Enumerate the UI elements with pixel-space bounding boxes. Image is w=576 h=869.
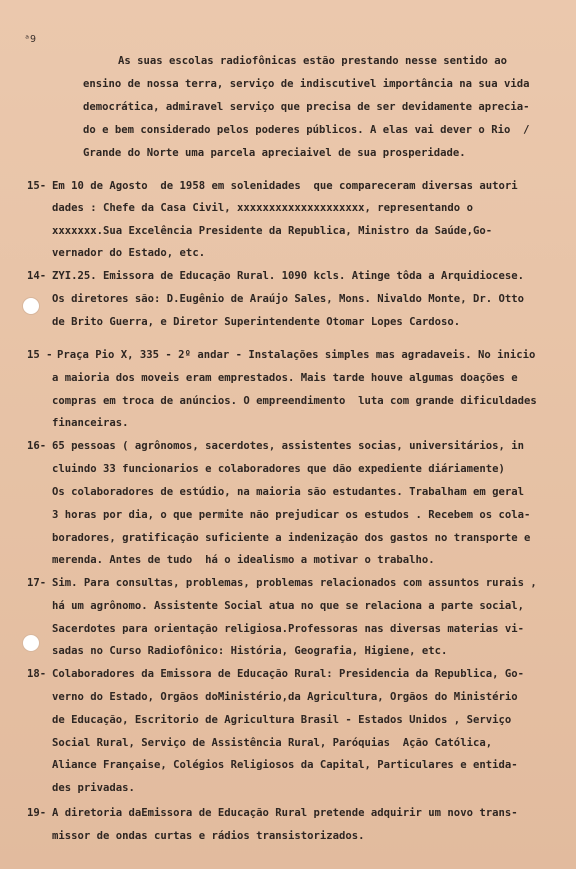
- item-line: Aliance Française, Colégios Religiosos da Capital, Particulares e entida-: [52, 759, 518, 771]
- item-number: 15-: [27, 180, 47, 192]
- item-line: boradores, gratificação suficiente a indenização dos gastos no transporte e: [52, 532, 531, 544]
- intro-line: do e bem considerado pelos poderes públicos. A elas vai dever o Rio /: [83, 124, 530, 136]
- punch-hole-upper: [22, 297, 40, 315]
- item-line: Em 10 de Agosto de 1958 em solenidades que compareceram diversas autori: [52, 180, 518, 192]
- item-line: 65 pessoas ( agrônomos, sacerdotes, assistentes socias, universitários, in: [52, 440, 524, 452]
- item-line: verno do Estado, Orgãos doMinistério,da Agricultura, Orgãos do Ministério: [52, 691, 518, 703]
- item-line: Sim. Para consultas, problemas, problemas relacionados com assuntos rurais ,: [52, 577, 537, 589]
- item-number: 17-: [27, 577, 47, 589]
- item-line: missor de ondas curtas e rádios transistorizados.: [52, 830, 365, 842]
- punch-hole-lower: [22, 634, 40, 652]
- page-corner-mark: ᵃ9: [24, 34, 37, 45]
- item-line: cluindo 33 funcionarios e colaboradores que dão expediente diáriamente): [52, 463, 505, 475]
- item-line: dades : Chefe da Casa Civil, xxxxxxxxxxxxxxxxxxxx, representando o: [52, 202, 473, 214]
- item-number: 14-: [27, 270, 47, 282]
- item-line: 3 horas por dia, o que permite não prejudicar os estudos . Recebem os cola-: [52, 509, 531, 521]
- item-line: xxxxxxx.Sua Excelência Presidente da Republica, Ministro da Saúde,Go-: [52, 225, 493, 237]
- intro-line: democrática, admiravel serviço que precisa de ser devidamente aprecia-: [83, 101, 530, 113]
- item-line: financeiras.: [52, 417, 129, 429]
- item-line: de Brito Guerra, e Diretor Superintendente Otomar Lopes Cardoso.: [52, 316, 461, 328]
- item-line: Colaboradores da Emissora de Educação Rural: Presidencia da Republica, Go-: [52, 668, 524, 680]
- item-line: compras em troca de anúncios. O empreendimento luta com grande dificuldades: [52, 395, 537, 407]
- item-line: Social Rural, Serviço de Assistência Rural, Paróquias Ação Católica,: [52, 737, 493, 749]
- intro-line: Grande do Norte uma parcela apreciaivel de sua prosperidade.: [83, 147, 466, 159]
- item-number: 16-: [27, 440, 47, 452]
- item-line: des privadas.: [52, 782, 135, 794]
- item-line: de Educação, Escritorio de Agricultura Brasil - Estados Unidos , Serviço: [52, 714, 512, 726]
- item-line: merenda. Antes de tudo há o idealismo a motivar o trabalho.: [52, 554, 435, 566]
- item-number: 18-: [27, 668, 47, 680]
- item-line: sadas no Curso Radiofônico: História, Geografia, Higiene, etc.: [52, 645, 448, 657]
- item-line: Os diretores são: D.Eugênio de Araújo Sales, Mons. Nivaldo Monte, Dr. Otto: [52, 293, 524, 305]
- item-line: vernador do Estado, etc.: [52, 247, 206, 259]
- intro-line: As suas escolas radiofônicas estão prestando nesse sentido ao: [118, 55, 508, 67]
- item-line: há um agrônomo. Assistente Social atua no que se relaciona a parte social,: [52, 600, 524, 612]
- item-line: a maioria dos moveis eram emprestados. Mais tarde houve algumas doações e: [52, 372, 518, 384]
- item-line: Praça Pio X, 335 - 2º andar - Instalações simples mas agradaveis. No inicio: [57, 349, 536, 361]
- item-line: A diretoria daEmissora de Educação Rural pretende adquirir um novo trans-: [52, 807, 518, 819]
- intro-line: ensino de nossa terra, serviço de indiscutivel importância na sua vida: [83, 78, 530, 90]
- item-line: Sacerdotes para orientação religiosa.Professoras nas diversas materias vi-: [52, 623, 524, 635]
- item-number: 19-: [27, 807, 47, 819]
- item-number: 15 -: [27, 349, 53, 361]
- item-line: ZYI.25. Emissora de Educação Rural. 1090 kcls. Atinge tôda a Arquidiocese.: [52, 270, 524, 282]
- item-line: Os colaboradores de estúdio, na maioria são estudantes. Trabalham em geral: [52, 486, 524, 498]
